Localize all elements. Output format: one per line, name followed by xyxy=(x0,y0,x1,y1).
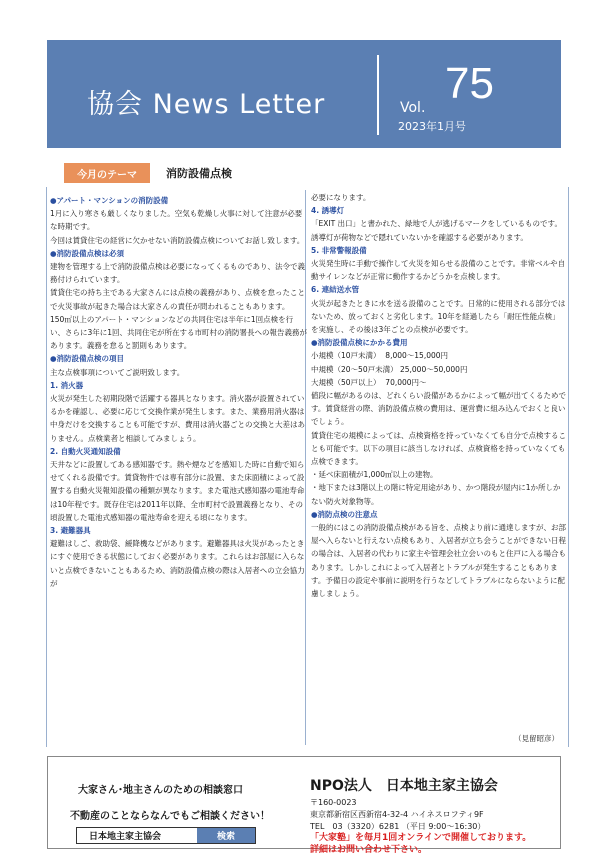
theme-title: 消防設備点検 xyxy=(166,167,232,180)
section-heading: 5. 非常警報設備 xyxy=(311,245,367,255)
theme-tag: 今月のテーマ xyxy=(64,163,150,183)
body-paragraph: 150㎡以上のアパート・マンションなどの共同住宅は半年に1回点検を行い、さらに3年に1回、共同住宅が所在する市町村の消防署長への報告義務があります。義務を怠ると罰則もあります。 xyxy=(50,314,308,351)
issue-date: 2023年1月号 xyxy=(398,120,466,133)
body-paragraph: 天井などに設置してある感知器です。熱や煙などを感知した時に自動で知らせてくれる設備です。賃貸物件では専有部分に設置、また床面積によって設置する自動火災報知設備の種類が異なります。また電池式感知器の電池寿命は10年程です。既存住宅は2011年以降、全市町村で設置義務となり、その頃設置した電池式感知器の電池寿命を迎える頃になります。 xyxy=(50,460,305,522)
section-heading: ●消防設備点検の項目 xyxy=(50,354,125,364)
author-credit: （見留昭彦） xyxy=(514,734,559,743)
section-heading: 3. 避難器具 xyxy=(50,526,91,536)
body-paragraph: 主な点検事項についてご説明致します。 xyxy=(50,367,185,377)
section-heading: 4. 誘導灯 xyxy=(311,206,345,216)
header-divider xyxy=(377,55,379,135)
section-heading: 6. 連結送水管 xyxy=(311,285,360,295)
body-paragraph: 建物を管理する上で消防設備点検は必要になってくるものであり、法令で義務付けられています。 xyxy=(50,262,305,285)
section-heading: ●消防点検の注意点 xyxy=(311,509,378,519)
right-column-border xyxy=(568,187,569,747)
seminar-notice: 「大家塾」を毎月1回オンラインで開催しております。 詳細はお問い合わせ下さい。 xyxy=(310,833,532,855)
body-paragraph: 賃貸住宅の持ち主である大家さんには点検の義務があり、点検を怠ったことで火災事故が起きた場合は大家さんの責任が問われることもあります。 xyxy=(50,288,305,311)
body-paragraph: 避難はしご、救助袋、緩降機などがあります。避難器具は火災があったときにすぐ使用できる状態にしておく必要があります。これらはお部屋に入らないと点検できないこともあるため、消防設備点検の際は入居者への立会協力が xyxy=(50,539,305,588)
body-paragraph: ・地下または3階以上の階に特定用途があり、かつ階段が屋内に1か所しかない防火対象物等。 xyxy=(311,483,561,506)
body-paragraph: 賃貸住宅の規模によっては、点検資格を持っていなくても自分で点検することも可能です。以下の項目に該当しなければ、点検資格を持っていなくても点検できます。 xyxy=(311,430,566,467)
body-paragraph: 中規模（20～50戸未満） 25,000～50,000円 xyxy=(311,364,468,374)
newsletter-title: 協会 News Letter xyxy=(87,89,326,120)
search-box[interactable] xyxy=(76,827,256,844)
header-banner xyxy=(47,40,561,148)
body-paragraph: 火災発生時に手動で操作して火災を知らせる設備のことです。非常ベルや自動サイレンなどが正常に動作するかどうかを点検します。 xyxy=(311,259,566,282)
body-paragraph: ・延べ床面積が1,000㎡以上の建物。 xyxy=(311,470,438,480)
organization-address: 〒160-0023 東京都新宿区西新宿4-32-4 ハイネスロフティ9F TEL 03（3320）6281 （平日 9:00～16:30） xyxy=(310,798,486,831)
volume-label: Vol. xyxy=(400,100,426,116)
footer-box xyxy=(47,756,561,855)
body-paragraph: 今回は賃貸住宅の経営に欠かせない消防設備点検についてお話し致します。 xyxy=(50,235,305,245)
body-paragraph: 火災が発生した初期段階で活躍する器具となります。消火器が設置されているかを確認し、必要に応じて交換作業が発生します。また、業務用消火器は中身だけを交換することも可能ですが、費用は消火器ごとの交換と大差はありません。点検業者と相談してみましょう。 xyxy=(50,394,305,443)
footer-consultation-tagline: 不動産のことならなんでもご相談ください！ xyxy=(70,811,270,822)
section-heading: 2. 自動火災通知設備 xyxy=(50,446,121,456)
left-column xyxy=(50,194,308,590)
organization-name: NPO法人 日本地主家主協会 xyxy=(310,778,498,794)
section-heading: 1. 消火器 xyxy=(50,380,84,390)
section-heading: ●消防設備点検は必須 xyxy=(50,248,125,258)
body-paragraph: 小規模（10戸未満） 8,000～15,000円 xyxy=(311,351,449,361)
body-paragraph: 必要になります。 xyxy=(311,193,371,202)
volume-number: 75 xyxy=(445,59,494,108)
section-heading: ●消防設備点検にかかる費用 xyxy=(311,338,408,348)
body-paragraph: 大規模（50戸以上） 70,000円～ xyxy=(311,377,427,387)
search-input[interactable]: 日本地主家主協会 xyxy=(89,832,162,842)
body-paragraph: 「EXIT 出口」と書かれた、緑地で人が逃げるマークをしているものです。誘導灯が荷物などで隠れていないかを確認する必要があります。 xyxy=(311,219,562,242)
body-paragraph: 値段に幅があるのは、どれくらい設備があるかによって幅が出てくるためです。賃貸経営の際、消防設備点検の費用は、運営費に組み込んでおくと良いでしょう。 xyxy=(311,391,566,427)
body-paragraph: 一般的にはこの消防設備点検がある旨を、点検より前に通達しますが、お部屋へ入らないと行えない点検もあり、入居者が立ち会うことができない日程の場合は、入居者の代わりに家主や管理会社立会いのもと住戸に入る場合もあります。しかしこれによって入居者とトラブルが発生することもあります。予備日の設定や事前に説明を行うなどしてトラブルにならないように配慮しましょう。 xyxy=(311,523,566,599)
search-button[interactable]: 検索 xyxy=(197,828,255,843)
footer-consultation-heading: 大家さん･地主さんのための相談窓口 xyxy=(78,785,243,796)
section-heading: ●アパート・マンションの消防設備 xyxy=(50,196,169,205)
body-paragraph: 火災が起きたときに水を送る設備のことです。日常的に使用される部分ではないため、放っておくと劣化します。10年を経過したら「耐圧性能点検」を実施し、その後は3年ごとの点検が必要です。 xyxy=(311,298,566,335)
right-column xyxy=(311,191,566,600)
body-paragraph: 1月に入り寒さも厳しくなりました。空気も乾燥し火事に対して注意が必要な時期です。 xyxy=(50,209,303,232)
